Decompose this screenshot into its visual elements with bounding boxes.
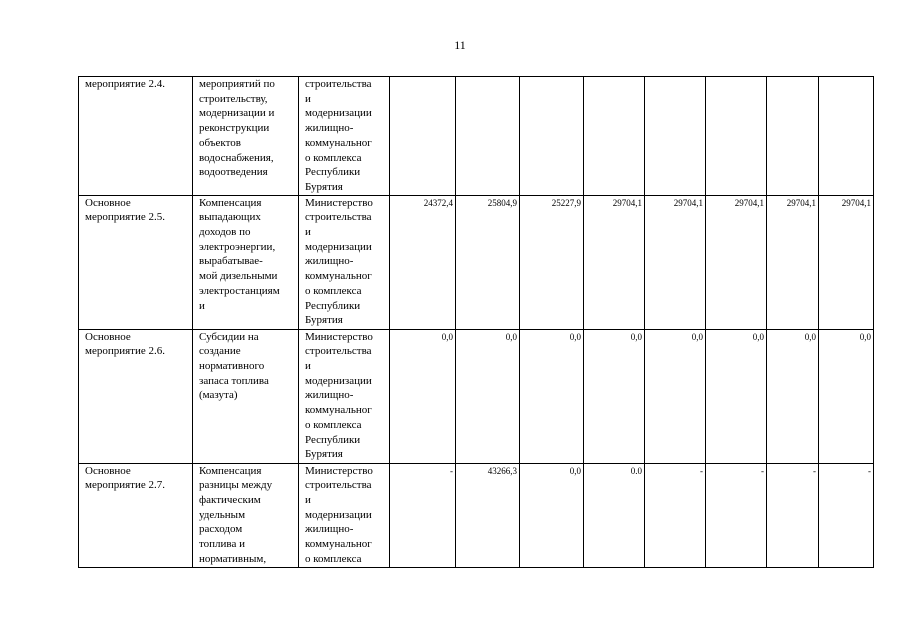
event-name-cell [79, 329, 193, 463]
cell-text-line: топлива и [199, 538, 245, 551]
value-cell: 0,0 [584, 329, 645, 463]
value-cell [520, 77, 584, 196]
cell-text-line: модернизации и [199, 107, 275, 120]
value-cell: - [819, 463, 874, 567]
page-number: 11 [454, 38, 466, 52]
cell-text-line: Основное [85, 464, 131, 477]
cell-text-line: вырабатывае- [199, 255, 263, 268]
cell-text-line: Бурятия [305, 314, 343, 327]
cell-text-line: и [305, 494, 311, 507]
cell-text-line: водоотведения [199, 166, 268, 179]
cell-text-line: Основное [85, 196, 131, 209]
cell-text-line: разницы между [199, 479, 273, 492]
cell-text-line: Республики [305, 433, 361, 446]
cell-text-line: Компенсация [199, 196, 262, 209]
cell-text-line: Компенсация [199, 464, 262, 477]
cell-text-line: Министерство [305, 464, 373, 477]
cell-text-line: мероприятие 2.5. [85, 211, 166, 224]
cell-text-line: фактическим [199, 494, 261, 507]
cell-text-line: модернизации [305, 508, 372, 521]
cell-text-line: Республики [305, 299, 361, 312]
value-cell: 25227,9 [520, 195, 584, 329]
value-cell: 43266,3 [456, 463, 520, 567]
cell-text-line: выпадающих [199, 211, 261, 224]
cell-text-line: модернизации [305, 374, 372, 387]
cell-text-line: жилищно- [305, 523, 354, 536]
cell-text-line: и [199, 299, 205, 312]
table-row [79, 77, 874, 196]
value-cell: - [767, 463, 819, 567]
value-cell: 0,0 [520, 463, 584, 567]
cell-text-line: о комплекса [305, 151, 362, 164]
value-cell: 0,0 [390, 329, 456, 463]
cell-text-line: мероприятий по [199, 78, 275, 90]
cell-text-line: коммунальног [305, 404, 372, 417]
value-cell: 29704,1 [584, 195, 645, 329]
cell-text-line: Министерство [305, 196, 373, 209]
table-row [79, 329, 874, 463]
cell-text-line: жилищно- [305, 255, 354, 268]
cell-text-line: модернизации [305, 107, 372, 120]
cell-text-line: объектов [199, 136, 241, 149]
cell-text-line: водоснабжения, [199, 151, 274, 164]
cell-text-line: Министерство [305, 330, 373, 343]
cell-text-line: Республики [305, 166, 361, 179]
value-cell [767, 77, 819, 196]
value-cell: 0,0 [706, 329, 767, 463]
value-cell: 0.0 [584, 463, 645, 567]
value-cell [584, 77, 645, 196]
value-cell: 25804,9 [456, 195, 520, 329]
event-description-cell [193, 77, 299, 196]
cell-text-line: мероприятие 2.7. [85, 479, 166, 492]
value-cell: 0,0 [645, 329, 706, 463]
value-cell: - [706, 463, 767, 567]
cell-text-line: и [305, 92, 311, 105]
cell-text-line: Субсидии на [199, 330, 259, 343]
cell-text-line: коммунальног [305, 538, 372, 551]
value-cell: 24372,4 [390, 195, 456, 329]
cell-text-line: расходом [199, 523, 243, 536]
table-row [79, 463, 874, 567]
executor-cell [299, 77, 390, 196]
cell-text-line: нормативного [199, 360, 265, 373]
cell-text-line: строительства [305, 479, 372, 492]
cell-text-line: Бурятия [305, 180, 343, 193]
cell-text-line: и [305, 360, 311, 373]
cell-text-line: строительства [305, 345, 372, 358]
event-description-cell [193, 195, 299, 329]
cell-text-line: строительства [305, 211, 372, 224]
value-cell: 0,0 [767, 329, 819, 463]
value-cell: 0,0 [456, 329, 520, 463]
value-cell [819, 77, 874, 196]
budget-table [78, 76, 874, 568]
cell-text-line: удельным [199, 508, 246, 521]
cell-text-line: коммунальног [305, 270, 372, 283]
cell-text-line: электростанциям [199, 284, 280, 297]
cell-text-line: создание [199, 345, 241, 358]
cell-text-line: (мазута) [199, 389, 238, 402]
executor-cell [299, 463, 390, 567]
cell-text-line: о комплекса [305, 284, 362, 297]
event-name-cell [79, 195, 193, 329]
event-name-cell [79, 77, 193, 196]
cell-text-line: мероприятие 2.6. [85, 345, 166, 358]
value-cell [456, 77, 520, 196]
cell-text-line: модернизации [305, 240, 372, 253]
value-cell: 29704,1 [767, 195, 819, 329]
cell-text-line: доходов по [199, 226, 251, 239]
cell-text-line: мероприятие 2.4. [85, 78, 166, 90]
executor-cell [299, 195, 390, 329]
cell-text-line: нормативным, [199, 552, 267, 565]
cell-text-line: о комплекса [305, 552, 362, 565]
cell-text-line: жилищно- [305, 122, 354, 135]
value-cell: 29704,1 [706, 195, 767, 329]
cell-text-line: строительству, [199, 92, 268, 105]
event-description-cell [193, 329, 299, 463]
cell-text-line: мой дизельными [199, 270, 278, 283]
cell-text-line: Бурятия [305, 448, 343, 461]
cell-text-line: электроэнергии, [199, 240, 276, 253]
cell-text-line: запаса топлива [199, 374, 269, 387]
cell-text-line: реконструкции [199, 122, 270, 135]
value-cell: - [390, 463, 456, 567]
value-cell: 0,0 [520, 329, 584, 463]
value-cell: - [645, 463, 706, 567]
cell-text-line: о комплекса [305, 418, 362, 431]
table-row [79, 195, 874, 329]
value-cell: 0,0 [819, 329, 874, 463]
event-name-cell [79, 463, 193, 567]
value-cell [706, 77, 767, 196]
cell-text-line: Основное [85, 330, 131, 343]
value-cell [645, 77, 706, 196]
value-cell [390, 77, 456, 196]
value-cell: 29704,1 [645, 195, 706, 329]
executor-cell [299, 329, 390, 463]
cell-text-line: и [305, 226, 311, 239]
cell-text-line: коммунальног [305, 136, 372, 149]
event-description-cell [193, 463, 299, 567]
value-cell: 29704,1 [819, 195, 874, 329]
cell-text-line: жилищно- [305, 389, 354, 402]
cell-text-line: строительства [305, 78, 372, 90]
